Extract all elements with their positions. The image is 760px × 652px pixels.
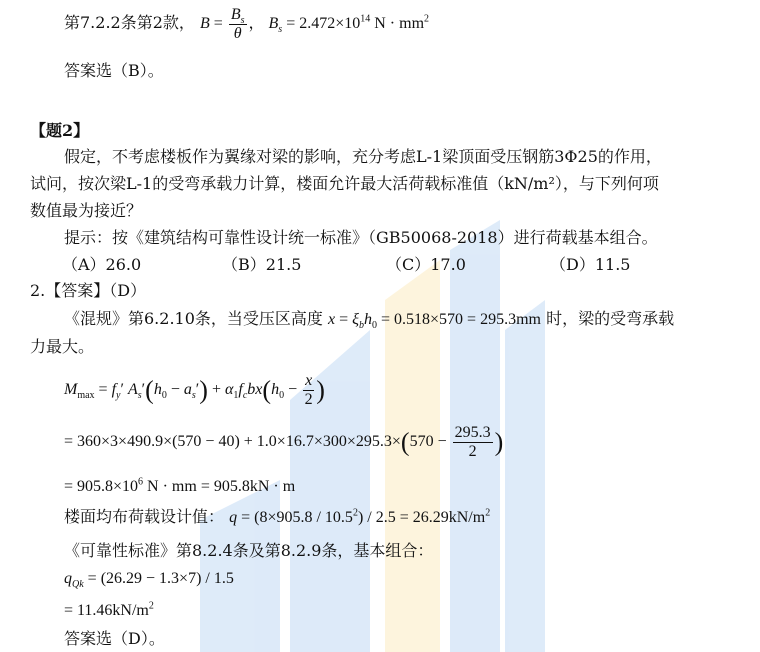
watermark-bar-far bbox=[505, 300, 545, 652]
reliability-standard-line: 《可靠性标准》第8.2.4条及第8.2.9条，基本组合： bbox=[64, 541, 434, 560]
qok-formula-line: $q_{Qk} = (26.29 - 1.3\times 7) / 1.5$ bbox=[64, 570, 234, 591]
reference-line bbox=[64, 6, 429, 43]
depth-over-2-fraction: $\frac{295.3}{2}$ bbox=[454, 423, 491, 460]
question-2-hint: 提示：按《建筑结构可靠性设计统一标准》（GB50068-2018）进行荷载基本组合。 bbox=[64, 228, 658, 247]
option-c: （C）17.0 bbox=[386, 255, 466, 274]
question-2-paragraph-line3: 数值最为接近？ bbox=[30, 201, 143, 220]
compression-zone-formula: $x = \xi_bh_0 = 0.518\times 570 = 295.3mm$ bbox=[328, 311, 541, 332]
bs-over-theta-fraction: $\frac{B_s}{\theta}$ bbox=[230, 6, 245, 42]
answer-q2: 答案选（D）。 bbox=[64, 629, 165, 648]
floor-load-line: 楼面均布荷载设计值： $q = (8\times 905.8 / 10.5^2) / 2.5 = 26.29kN/m^2$ bbox=[64, 507, 491, 526]
option-a: （A）26.0 bbox=[62, 255, 142, 274]
question-2-paragraph-line1: 假定，不考虑楼板作为翼缘对梁的影响，充分考虑L-1梁顶面受压钢筋3Φ25的作用， bbox=[64, 147, 662, 166]
answer-2-paragraph-line2: 力最大。 bbox=[30, 337, 95, 356]
rebar-symbol: Φ bbox=[564, 147, 578, 166]
qok-result-line: = $11.46kN/m^2$ bbox=[64, 600, 154, 619]
stiffness-value: = 2.472×10 bbox=[286, 15, 361, 33]
x-over-2-fraction: $\frac{x}{2}$ bbox=[304, 371, 313, 408]
moment-equation-line1: $M_{max} = f_y'$ $A_s'(h_0 - a_s') + \alpha_1f_cbx(h_0$ − $\frac{x}{2}$ ) bbox=[64, 371, 325, 408]
answer-2-heading: 2.【答案】（D） bbox=[30, 281, 147, 300]
moment-equation-line3: = $905.8\times 10^6$ N · mm = 905.8kN · m bbox=[64, 476, 296, 495]
answer-2-paragraph-line1: 《混规》第6.2.10条，当受压区高度 $x = \xi_bh_0 = 0.518\times 570 = 295.3mm$ 时，梁的受弯承载 bbox=[64, 309, 675, 332]
moment-equation-line2: = 360×3×490.9×(570 − 40) + 1.0×16.7×300×295.3×(570 − $\frac{295.3}{2}$ ) bbox=[64, 423, 504, 460]
option-b: （B）21.5 bbox=[222, 255, 302, 274]
option-d: （D）11.5 bbox=[550, 255, 631, 274]
question-2-paragraph-line2: 试问，按次梁L-1的受弯承载力计算，楼面允许最大活荷载标准值（kN/m²），与下列何项 bbox=[30, 174, 659, 193]
question-2-heading: 【题2】 bbox=[30, 121, 90, 140]
answer-q1: 答案选（B）。 bbox=[64, 61, 164, 80]
floor-load-formula: $q = (8\times 905.8 / 10.5^2) / 2.5 = 26.29kN/m^2$ bbox=[229, 507, 491, 526]
reference-text: 第7.2.2条第2款， bbox=[64, 13, 195, 33]
stiffness-formula: B = $\frac{B_s}{\theta}$ ， $B_s = 2.472\times 10^{14}$ $N \cdot mm^2$ bbox=[200, 6, 430, 42]
